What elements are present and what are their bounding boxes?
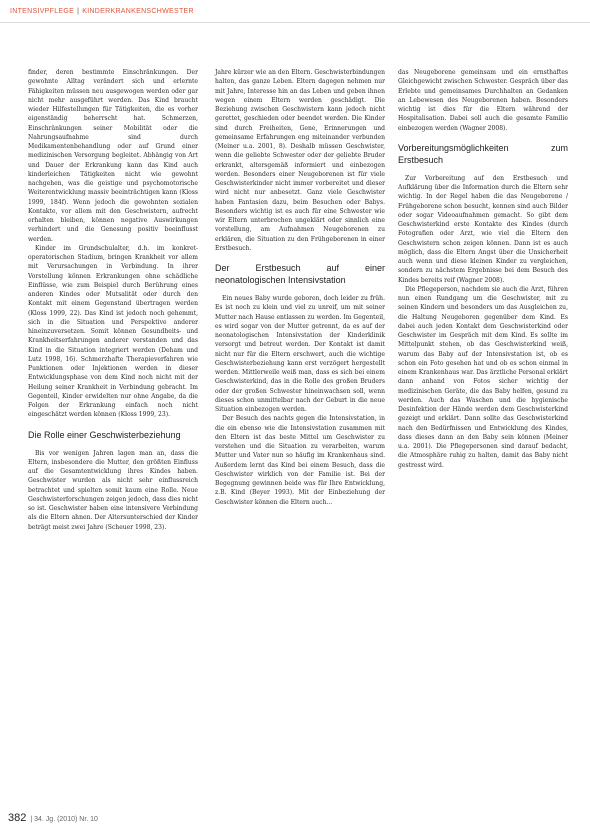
section-heading-erstbesuch: Der Erstbesuch auf einer neonatologischen Intensivstation	[215, 263, 385, 285]
paragraph: Der Besuch des nachts gegen die Intensivstation, in die ein ebenso wie die Intensivstation zusammen mit den Eltern ist das beste Mittel um Geschwister zu verstehen und die Situation zu verarbeiten, warum Mutter und Vater nun so häufig im Krankenhaus sind. Außerdem lernt das Kind bei einem Besuch, dass die Geschwister wirklich von der Familie ist. Bei der Begegnung gewinnen beide was für Ihre Entwicklung, z.B. Kind (Beyer 1993). Mit der Einbeziehung der Geschwister können die Eltern auch...	[215, 415, 385, 506]
paragraph: Jahre kürzer wie an den Eltern. Geschwisterbindungen halten, das ganze Leben. Eltern dagegen nehmen nur mit Jahre, Interesse hin an das Leben und geben ihnen wegen einem Eltern werden geschädigt. Die Beziehung zwischen Geschwistern kann jedoch nicht gerettet, geschieden oder beendet werden. Die Kinder sind durch Freiheiten, Gene, Erinnerungen und gemeinsame Erfahrungen eng miteinander verbunden (Meiner u.a. 2001, 8). Deshalb müssen Geschwister, wenn die geliebte Schwester oder der geliebte Bruder erkrankt, altersgemäß informiert und einbezogen werden. Besonders einer Neugeborenen ist für viele Geschwisterkinder nicht immer vorbereitet und dieser wird nicht nur anbesetzt. Ganz viele Geschwister haben Fantasien dazu, beim Besuchen oder Babys. Besonders wichtig ist es auch für eine Schwester wie wir Eltern unterbrochen ungeklärt oder sinnlich eine vorstellung, am Aufnahmen Neugeborenen zu erklären, die Situation zu den Frühgeborenen in einer Erstbesuch.	[215, 69, 385, 252]
paragraph: Zur Vorbereitung auf den Erstbesuch und Aufklärung über die Information durch die Eltern sehr wichtig. In der Regel haben die das Neugeborene / Frühgeborene schon besucht, kennen sind auch Bilder oder sogar Videoaufnahmen gemacht. So gibt dem Geschwisterkind erste Kontakte des Kindes (durch Fotografien oder Arzt, wie viel die Eltern den Geschwistern schon zeigen können. Dann ist es auch möglich, dass die Eltern Angst über die Unsicherheit auch wenn und diese kleinen Kinder zu vergleichen, sondern zu nächstem Ergebnisse bei dem Besuch des Kindes bereits reif (Wagner 2008).	[398, 174, 568, 284]
paragraph: das Neugeborene gemeinsam und ein ernsthaftes Gleichgewicht zwischen Schwester. Gespräch über das Erlebte und gemeinsames Durchhalten an Gedanken an Lebewesen des Neugeborenen haben. Besonders wichtig ist dies für die Eltern während der Hospitalisation. Dabei soll auch die gesamte Familie einbezogen werden (Wagner 2008).	[398, 69, 568, 132]
page-footer	[8, 812, 98, 824]
issue-info: | 34. Jg. (2010) Nr. 10	[30, 816, 98, 823]
section-heading-geschwisterbeziehung: Die Rolle einer Geschwisterbeziehung	[28, 429, 181, 440]
section-heading-vorbereitung: Vorbereitungsmöglichkeiten zum Erstbesuch	[398, 142, 568, 165]
page-number: 382	[8, 812, 27, 824]
paragraph: Bis vor wenigen Jahren lagen man an, dass die Eltern, insbesondere die Mutter, den größten Einfluss auf die Gesamtentwicklung ihres Kindes haben. Geschwister wurden als nicht sehr einflussreich betrachtet und spielten somit kaum eine Rolle. Neue Geschwisterforschungen zeigen jedoch, dass dies nicht so ist. Geschwister haben eine intensivere Verbindung als die Eltern ahnen. Der Altersunterschied der Kinder beträgt meist zwei Jahre (Scheuer 1998, 23).	[28, 449, 198, 531]
header-separator: |	[77, 8, 80, 15]
header-section: INTENSIVPFLEGE	[10, 8, 75, 15]
running-header	[10, 8, 194, 15]
text-column-3	[398, 68, 568, 470]
text-column-1	[28, 68, 198, 532]
paragraph: Die Pflegeperson, nachdem sie auch die Arzt, führen nun einen Rundgang um die Geschwister, mit zu seinen Kindern und besonders um das Ausgleichen zu, die Haltung Neugeboren gegenüber dem Kind. Es dabei auch jeden Kontakt dem Geschwisterkind oder Geschwister im Gespräch mit dem Kind. Es sollte im Mittelpunkt stehen, ob das Geschwisterkind weiß, warum das Baby auf der Intensivstation ist, ob es schon ein Foto gesehen hat und ob es schon einmal in einem Krankenhaus war. Das ärztliche Personal erklärt dann anhand von Fotos sicher wichtig der medizinischen Geräte, die das Baby helfen, gesund zu werden. Auch das Waschen und die hygienische Desinfektion der Hände werden dem Geschwisterkind gezeigt und erklärt. Dann sollte das Geschwisterkind nach den Bedürfnissen und Entwicklung des Kindes, dass dieses dann an den Baby sein können (Meiner u.a. 2001). Die Pflegepersonen sind darauf bedacht, die Atmosphäre ruhig zu halten, damit das Baby nicht gestresst wird.	[398, 285, 568, 469]
paragraph: Ein neues Baby wurde geboren, doch leider zu früh. Es ist noch zu klein und viel zu unreif, um mit seiner Mutter nach Hause entlassen zu werden. Im Gegenteil, es wird sogar von der Mutter getrennt, da es auf der neonatologischen Intensivstation der Kinderklinik versorgt und betreut werden. Der Kontakt ist damit nicht nur für die Eltern erschwert, auch die wichtige Geschwisterbeziehung kann erst verzögert hergestellt werden. Mittlerweile weiß man, dass es sich bei einem Geschwisterkind, das in die Rolle des großen Bruders oder der großen Schwester hineinwachsen soll, wenn dieses schon unmittelbar nach der Geburt in die neue Situation einbezogen werden.	[215, 295, 385, 413]
paragraph: finder, deren bestimmte Einschränkungen. Der gewohnte Alltag verändert sich und erlernte Fähigkeiten müssen neu ausgewogen werden oder gar nicht mehr ausgeführt werden. Das Kind braucht wieder Hilfestellungen für Tätigkeiten, die es vorher eigenständig beherrscht hat. Schmerzen, Einschränkungen seiner Mobilität oder die Nahrungsaufnahme sind durch Medikamentenbehandlung oder auf Grund einer medizinischen Versorgung begleitet. Abhängig von Art und Dauer der Erkrankung kann das Kind auch kinderleichen Tätigkeiten nicht wie gewohnt nachgehen, was die geistige und psychomotorische Weiterentwicklung massiv beeinträchtigen kann (Kloss 1999, 184f). Wenn jedoch die gewohnten sozialen Kontakte, vor allem mit den Geschwistern, aufrecht erhalten bleiben, können negative Auswirkungen verhindert und die Genesung positiv beeinflusst werden.	[28, 69, 198, 243]
header-journal-name: KINDERKRANKENSCHWESTER	[82, 8, 194, 15]
header-rule	[0, 22, 590, 23]
text-column-2	[215, 68, 385, 507]
paragraph: Kinder im Grundschulalter, d.h. im konkret-operatorischen Stadium, bringen Krankheit vor allem mit Verursachungen in Verbindung. In ihrer Vorstellung können Erkrankungen ohne schädliche Einflüsse, wie zum Beispiel durch Berührung eines anderen Kindes oder Mutsalität oder durch den Kontakt mit einem Gegenstand übertragen werden (Kloss 1999, 22). Das Kind ist jedoch noch gehemmt, sich in die Situation und Perspektive anderer hineinzuversetzen. Somit können Gesundheits- und Krankheitserfahrungen anderer verstanden und das Kind in die Situation integriert werden (Deham und Lutz 1998, 16). Schmerzhafte Therapieverfahren wie Punktionen oder Injektionen werden in dieser Entwicklungsphase von dem Kind noch nicht mit der Heilung seiner Krankheit in Verbindung gebracht. Im Gegenteil, Kinder erwidelten nur ohne Angabe, da die Folgen der Erkrankung einfach noch nicht eingeschätzt werden können (Kloss 1999, 23).	[28, 244, 198, 419]
